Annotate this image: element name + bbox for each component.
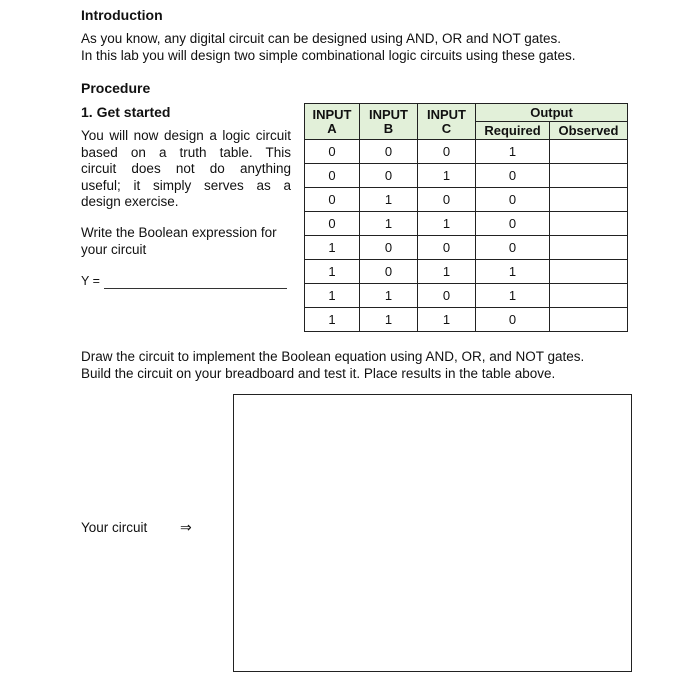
cell-required: 0 bbox=[476, 164, 550, 188]
desc-line: circuit does not do anything bbox=[81, 161, 291, 176]
desc-line: useful; it simply serves as a bbox=[81, 177, 291, 193]
procedure-heading: Procedure bbox=[81, 80, 151, 96]
write-expression-instruction bbox=[81, 225, 296, 258]
input-word: INPUT bbox=[312, 106, 352, 122]
table-row bbox=[305, 140, 628, 164]
intro-line-1: As you know, any digital circuit can be designed using AND, OR and NOT gates. bbox=[81, 31, 562, 46]
cell-observed[interactable] bbox=[550, 236, 628, 260]
intro-heading: Introduction bbox=[81, 7, 163, 23]
cell-a: 1 bbox=[305, 284, 360, 308]
cell-a: 1 bbox=[305, 236, 360, 260]
cell-b: 0 bbox=[360, 164, 418, 188]
cell-observed[interactable] bbox=[550, 188, 628, 212]
cell-c: 1 bbox=[418, 212, 476, 236]
table-row bbox=[305, 188, 628, 212]
cell-c: 1 bbox=[418, 164, 476, 188]
cell-a: 0 bbox=[305, 164, 360, 188]
truth-table bbox=[304, 103, 628, 332]
cell-c: 1 bbox=[418, 260, 476, 284]
table-row bbox=[305, 236, 628, 260]
cell-b: 0 bbox=[360, 140, 418, 164]
header-required: Required bbox=[476, 122, 550, 140]
cell-b: 1 bbox=[360, 188, 418, 212]
cell-observed[interactable] bbox=[550, 164, 628, 188]
cell-b: 1 bbox=[360, 284, 418, 308]
cell-observed[interactable] bbox=[550, 284, 628, 308]
desc-line: You will now design a logic circuit bbox=[81, 128, 291, 143]
cell-required: 0 bbox=[476, 308, 550, 332]
write-line: your circuit bbox=[81, 241, 147, 257]
input-word: INPUT bbox=[427, 106, 466, 122]
cell-required: 0 bbox=[476, 188, 550, 212]
write-line: Write the Boolean expression for bbox=[81, 225, 277, 240]
table-row bbox=[305, 260, 628, 284]
step-description bbox=[81, 128, 291, 211]
draw-line-1: Draw the circuit to implement the Boolean equation using AND, OR, and NOT gates. bbox=[81, 349, 585, 364]
cell-c: 1 bbox=[418, 308, 476, 332]
cell-c: 0 bbox=[418, 236, 476, 260]
table-row bbox=[305, 164, 628, 188]
cell-required: 1 bbox=[476, 140, 550, 164]
input-name: A bbox=[327, 120, 337, 136]
y-label: Y = bbox=[81, 274, 100, 288]
table-row bbox=[305, 212, 628, 236]
cell-a: 0 bbox=[305, 188, 360, 212]
header-output: Output bbox=[476, 104, 628, 122]
cell-c: 0 bbox=[418, 284, 476, 308]
cell-observed[interactable] bbox=[550, 308, 628, 332]
table-row bbox=[305, 284, 628, 308]
header-observed: Observed bbox=[550, 122, 628, 140]
cell-a: 1 bbox=[305, 260, 360, 284]
cell-c: 0 bbox=[418, 188, 476, 212]
intro-line-2: In this lab you will design two simple combinational logic circuits using these gates. bbox=[81, 48, 576, 63]
y-answer-blank[interactable] bbox=[104, 288, 287, 289]
cell-observed[interactable] bbox=[550, 140, 628, 164]
cell-a: 1 bbox=[305, 308, 360, 332]
cell-b: 1 bbox=[360, 308, 418, 332]
header-input-b bbox=[360, 104, 418, 140]
draw-line-2: Build the circuit on your breadboard and test it. Place results in the table above. bbox=[81, 366, 556, 381]
circuit-drawing-box[interactable] bbox=[233, 394, 632, 672]
cell-required: 1 bbox=[476, 284, 550, 308]
cell-a: 0 bbox=[305, 212, 360, 236]
input-word: INPUT bbox=[369, 106, 408, 122]
right-arrow-icon: ⇒ bbox=[180, 519, 192, 535]
header-input-c bbox=[418, 104, 476, 140]
cell-required: 0 bbox=[476, 212, 550, 236]
cell-required: 0 bbox=[476, 236, 550, 260]
cell-required: 1 bbox=[476, 260, 550, 284]
cell-c: 0 bbox=[418, 140, 476, 164]
cell-observed[interactable] bbox=[550, 212, 628, 236]
input-name: B bbox=[383, 120, 394, 136]
header-input-a bbox=[305, 104, 360, 140]
input-name: C bbox=[441, 120, 452, 136]
your-circuit-label: Your circuit bbox=[81, 520, 148, 535]
cell-b: 1 bbox=[360, 212, 418, 236]
cell-observed[interactable] bbox=[550, 260, 628, 284]
cell-b: 0 bbox=[360, 260, 418, 284]
desc-line: based on a truth table. This bbox=[81, 144, 291, 160]
cell-b: 0 bbox=[360, 236, 418, 260]
desc-line: design exercise. bbox=[81, 194, 179, 209]
cell-a: 0 bbox=[305, 140, 360, 164]
step-title: 1. Get started bbox=[81, 104, 171, 120]
table-row bbox=[305, 308, 628, 332]
